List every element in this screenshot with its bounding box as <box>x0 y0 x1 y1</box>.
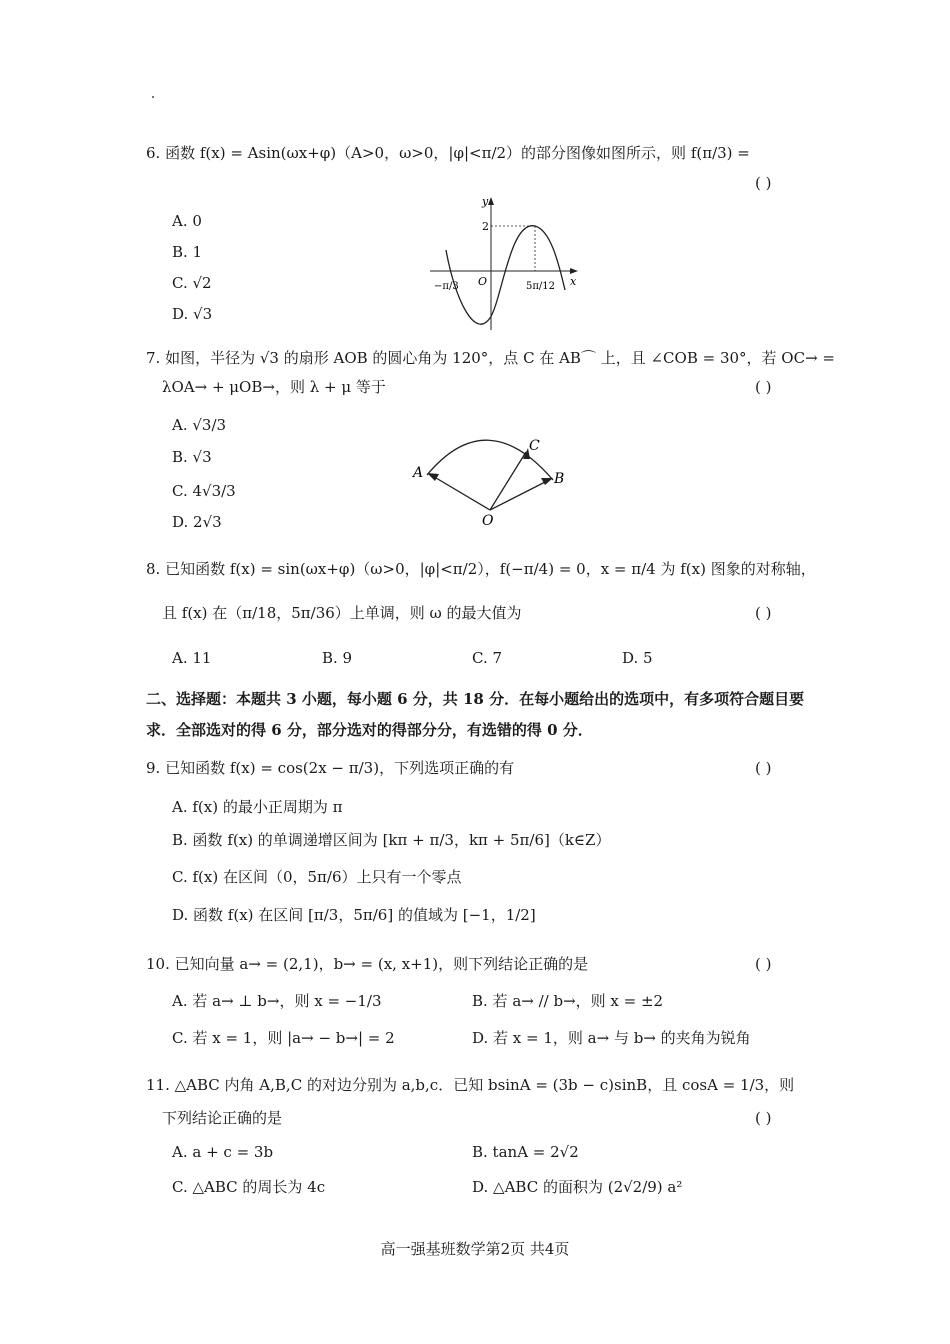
q10-option-c: C. 若 x = 1，则 |a→ − b→| = 2 <box>172 1029 395 1047</box>
q6-origin-label: O <box>478 275 488 288</box>
q7-label-o: O <box>482 513 494 529</box>
q6-x-arrow <box>570 268 578 274</box>
q6-right-tick-label: 5π/12 <box>526 281 556 292</box>
q10-answer-blank: ( ) <box>755 955 772 973</box>
q8-option-b: B. 9 <box>322 649 353 667</box>
q7-arrow-b <box>541 478 553 485</box>
section2-instructions-line1: 二、选择题：本题共 3 小题，每小题 6 分，共 18 分．在每小题给出的选项中，有多项符合题目要 <box>146 690 805 708</box>
q9-stem: 9. 已知函数 f(x) = cos(2x − π/3)，下列选项正确的有 <box>146 759 515 777</box>
q6-left-tick-label: −π/3 <box>434 281 459 292</box>
q9-option-d: D. 函数 f(x) 在区间 [π/3，5π/6] 的值域为 [−1，1/2] <box>172 906 536 924</box>
scan-dot <box>152 96 154 98</box>
q9-option-a: A. f(x) 的最小正周期为 π <box>172 798 343 816</box>
q6-y-arrow <box>488 197 494 205</box>
q6-stem: 6. 函数 f(x) = Asin(ωx+φ)（A>0，ω>0，|φ|<π/2）的部分图像如图所示，则 f(π/3) = <box>146 144 750 162</box>
q8-option-c: C. 7 <box>472 649 503 667</box>
q6-option-d: D. √3 <box>172 305 213 323</box>
q11-option-a: A. a + c = 3b <box>172 1143 274 1161</box>
q6-option-b: B. 1 <box>172 243 203 261</box>
q11-stem-line1: 11. △ABC 内角 A,B,C 的对边分别为 a,b,c．已知 bsinA = (3b − c)sinB，且 cosA = 1/3，则 <box>146 1076 795 1094</box>
q9-option-b: B. 函数 f(x) 的单调递增区间为 [kπ + π/3，kπ + 5π/6]（k∈Z） <box>172 831 611 849</box>
q7-label-c: C <box>529 438 540 454</box>
q6-sine-graph <box>420 190 590 340</box>
q11-stem-line2: 下列结论正确的是 <box>162 1109 283 1127</box>
page-footer: 高一强基班数学第2页 共4页 <box>380 1240 570 1258</box>
q8-answer-blank: ( ) <box>755 604 772 622</box>
q11-answer-blank: ( ) <box>755 1109 772 1127</box>
q7-stem-line2: λOA→ + μOB→，则 λ + μ 等于 <box>162 378 386 396</box>
q7-option-b: B. √3 <box>172 448 212 466</box>
q10-option-b: B. 若 a→ // b→，则 x = ±2 <box>472 992 664 1010</box>
q6-sine-curve <box>446 226 565 325</box>
section2-instructions-line2: 求．全部选对的得 6 分，部分选对的得部分分，有选错的得 0 分． <box>146 721 593 739</box>
q7-label-a: A <box>413 465 424 481</box>
q8-option-d: D. 5 <box>622 649 653 667</box>
q6-x-label: x <box>570 275 577 288</box>
q6-answer-blank: ( ) <box>755 174 772 192</box>
q8-option-a: A. 11 <box>172 649 212 667</box>
q11-option-b: B. tanA = 2√2 <box>472 1143 579 1161</box>
q10-option-a: A. 若 a→ ⊥ b→，则 x = −1/3 <box>172 992 382 1010</box>
q6-peak-label: 2 <box>482 220 489 233</box>
q6-option-c: C. √2 <box>172 274 212 292</box>
q7-answer-blank: ( ) <box>755 378 772 396</box>
q6-y-label: y <box>482 195 489 208</box>
q11-option-d: D. △ABC 的面积为 (2√2/9) a² <box>472 1178 683 1196</box>
q9-answer-blank: ( ) <box>755 759 772 777</box>
q10-stem: 10. 已知向量 a→ = (2,1)，b→ = (x, x+1)，则下列结论正确的是 <box>146 955 589 973</box>
q7-option-a: A. √3/3 <box>172 416 227 434</box>
q8-stem-line2: 且 f(x) 在（π/18，5π/36）上单调，则 ω 的最大值为 <box>162 604 522 622</box>
q7-option-d: D. 2√3 <box>172 513 222 531</box>
q8-stem-line1: 8. 已知函数 f(x) = sin(ωx+φ)（ω>0，|φ|<π/2），f(−π/4) = 0，x = π/4 为 f(x) 图象的对称轴， <box>146 560 816 578</box>
q7-sector-figure <box>405 425 585 535</box>
q7-vector-oa <box>431 475 490 510</box>
q7-arrow-a <box>427 473 439 481</box>
q11-option-c: C. △ABC 的周长为 4c <box>172 1178 326 1196</box>
q7-stem-line1: 7. 如图，半径为 √3 的扇形 AOB 的圆心角为 120°，点 C 在 AB⌒ 上，且 ∠COB = 30°，若 OC→ = <box>146 349 835 367</box>
q10-option-d: D. 若 x = 1，则 a→ 与 b→ 的夹角为锐角 <box>472 1029 751 1047</box>
q6-option-a: A. 0 <box>172 212 202 230</box>
q9-option-c: C. f(x) 在区间（0，5π/6）上只有一个零点 <box>172 868 462 886</box>
q7-label-b: B <box>554 471 565 487</box>
q7-option-c: C. 4√3/3 <box>172 482 236 500</box>
